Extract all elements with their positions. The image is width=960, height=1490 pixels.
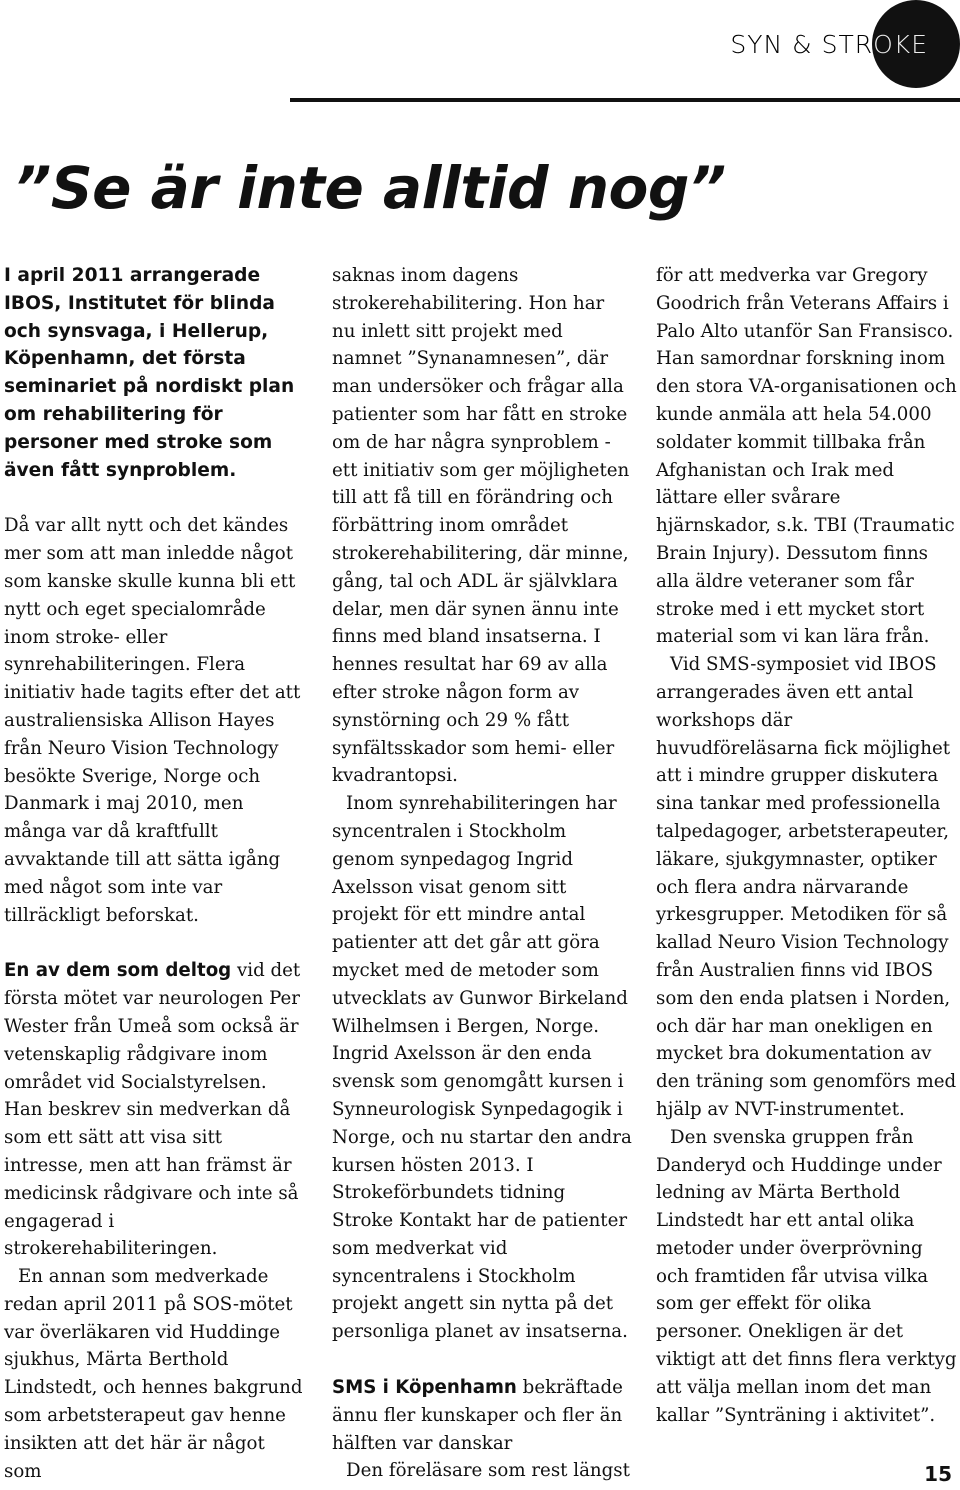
paragraph: för att medverka var Gregory Goodrich från Veterans Affairs i Palo Alto utanför San Fransisco. Han samordnar forskning inom den stora VA-organisationen och kunde anmäla att hela 54.000 soldater kommit tillbaka från Afghanistan och Irak med lättare eller svårare hjärnskador, s.k. TBI (Traumatic Brain Injury). Dessutom finns alla äldre veteraner som får stroke med i ett mycket stort material som vi kan lära från. [656,265,957,648]
run-in-heading: En av dem som deltog [4,960,232,982]
paragraph: saknas inom dagens strokerehabilitering. Hon har nu inlett sitt projekt med namnet ”Synanamnesen”, där man undersöker och frågar alla patienter som har fått en stroke om de har några synproblem - ett initiativ som ger möjligheten till att få till en förändring och förbättring inom området strokerehabilitering, där minne, gång, tal och ADL är självklara delar, men där synen ännu inte finns med bland insatserna. I hennes resultat har 69 av alla efter stroke någon form av synstörning och 29 % fått synfältsskador som hemi- eller kvadrantopsi. [332,265,630,787]
paragraph-text: bekräftade ännu fler kunskaper och fler än hälften var danskar [332,1377,623,1454]
article-title: ”Se är inte alltid nog” [14,153,726,222]
paragraph-text: vid det första mötet var neurologen Per Wester från Umeå som också är vetenskaplig rådgivare inom området vid Socialstyrelsen. Han beskrev sin medverkan då som ett sätt att visa sitt intresse, men att han främst är medicinsk rådgivare och inte så engagerad i strokerehabiliteringen. [4,960,301,1260]
paragraph: En annan som medverkade redan april 2011 på SOS-mötet var överläkaren vid Huddinge sjukhus, Märta Berthold Lindstedt, och hennes bakgrund som arbetsterapeut gav henne insikten att det här är något som [4,1266,303,1482]
column-3 [656,262,960,1429]
paragraph: Den svenska gruppen från Danderyd och Huddinge under ledning av Märta Berthold Lindstedt har ett antal olika metoder under överprövning och framtiden får utvisa vilka som ger effekt för olika personer. Onekligen är det viktigt att det finns flera verktyg att välja mellan inom det man kallar ”Synträning i aktivitet”. [656,1126,957,1426]
paragraph [4,957,304,1263]
column-1 [4,262,304,1485]
paragraph [332,1374,632,1457]
column-2 [332,262,632,1485]
page-number: 15 [924,1462,952,1486]
paragraph: Vid SMS-symposiet vid IBOS arrangerades även ett antal workshops där huvudföreläsarna fick möjlighet att i mindre grupper diskutera sina tankar med professionella talpedagoger, arbetsterapeuter, läkare, sjukgymnaster, optiker och flera andra närvarande yrkesgrupper. Metodiken för så kallad Neuro Vision Technology från Australien finns vid IBOS som den enda platsen i Norden, och där har man onekligen en mycket bra dokumentation av den träning som genomförs med hjälp av NVT-instrumentet. [656,654,957,1120]
run-in-heading: SMS i Köpenhamn [332,1377,517,1399]
paragraph: Den föreläsare som rest längst [346,1460,630,1482]
section-label-text: SYN & STROKE [730,30,928,59]
paragraph: Då var allt nytt och det kändes mer som att man inledde något som kanske skulle kunna bli ett nytt och eget specialområde inom stroke- eller synrehabiliteringen. Flera initiativ hade tagits efter det att australiensiska Allison Hayes från Neuro Vision Technology besökte Sverige, Norge och Danmark i maj 2010, men många var då kraftfullt avvaktande till att sätta igång med något som inte var tillräckligt beforskat. [4,515,301,926]
section-label [730,28,928,62]
paragraph: Inom synrehabiliteringen har syncentralen i Stockholm genom synpedagog Ingrid Axelsson visat genom sitt projekt för ett mindre antal patienter att det går att göra mycket med de metoder som utvecklats av Gunwor Birkeland Wilhelmsen i Bergen, Norge. Ingrid Axelsson är den enda svensk som genomgått kursen i Synneurologisk Synpedagogik i Norge, och nu startar den andra kursen hösten 2013. I Strokeförbundets tidning Stroke Kontakt har de patienter som medverkat vid syncentralens i Stockholm projekt angett sin nytta på det personliga planet av insatserna. [332,793,632,1343]
header-rule [290,98,960,102]
lead-paragraph: I april 2011 arrangerade IBOS, Institutet för blinda och synsvaga, i Hellerup, Köpenhamn, det första seminariet på nordiskt plan om rehabilitering för personer med stroke som även fått synproblem. [4,265,295,481]
